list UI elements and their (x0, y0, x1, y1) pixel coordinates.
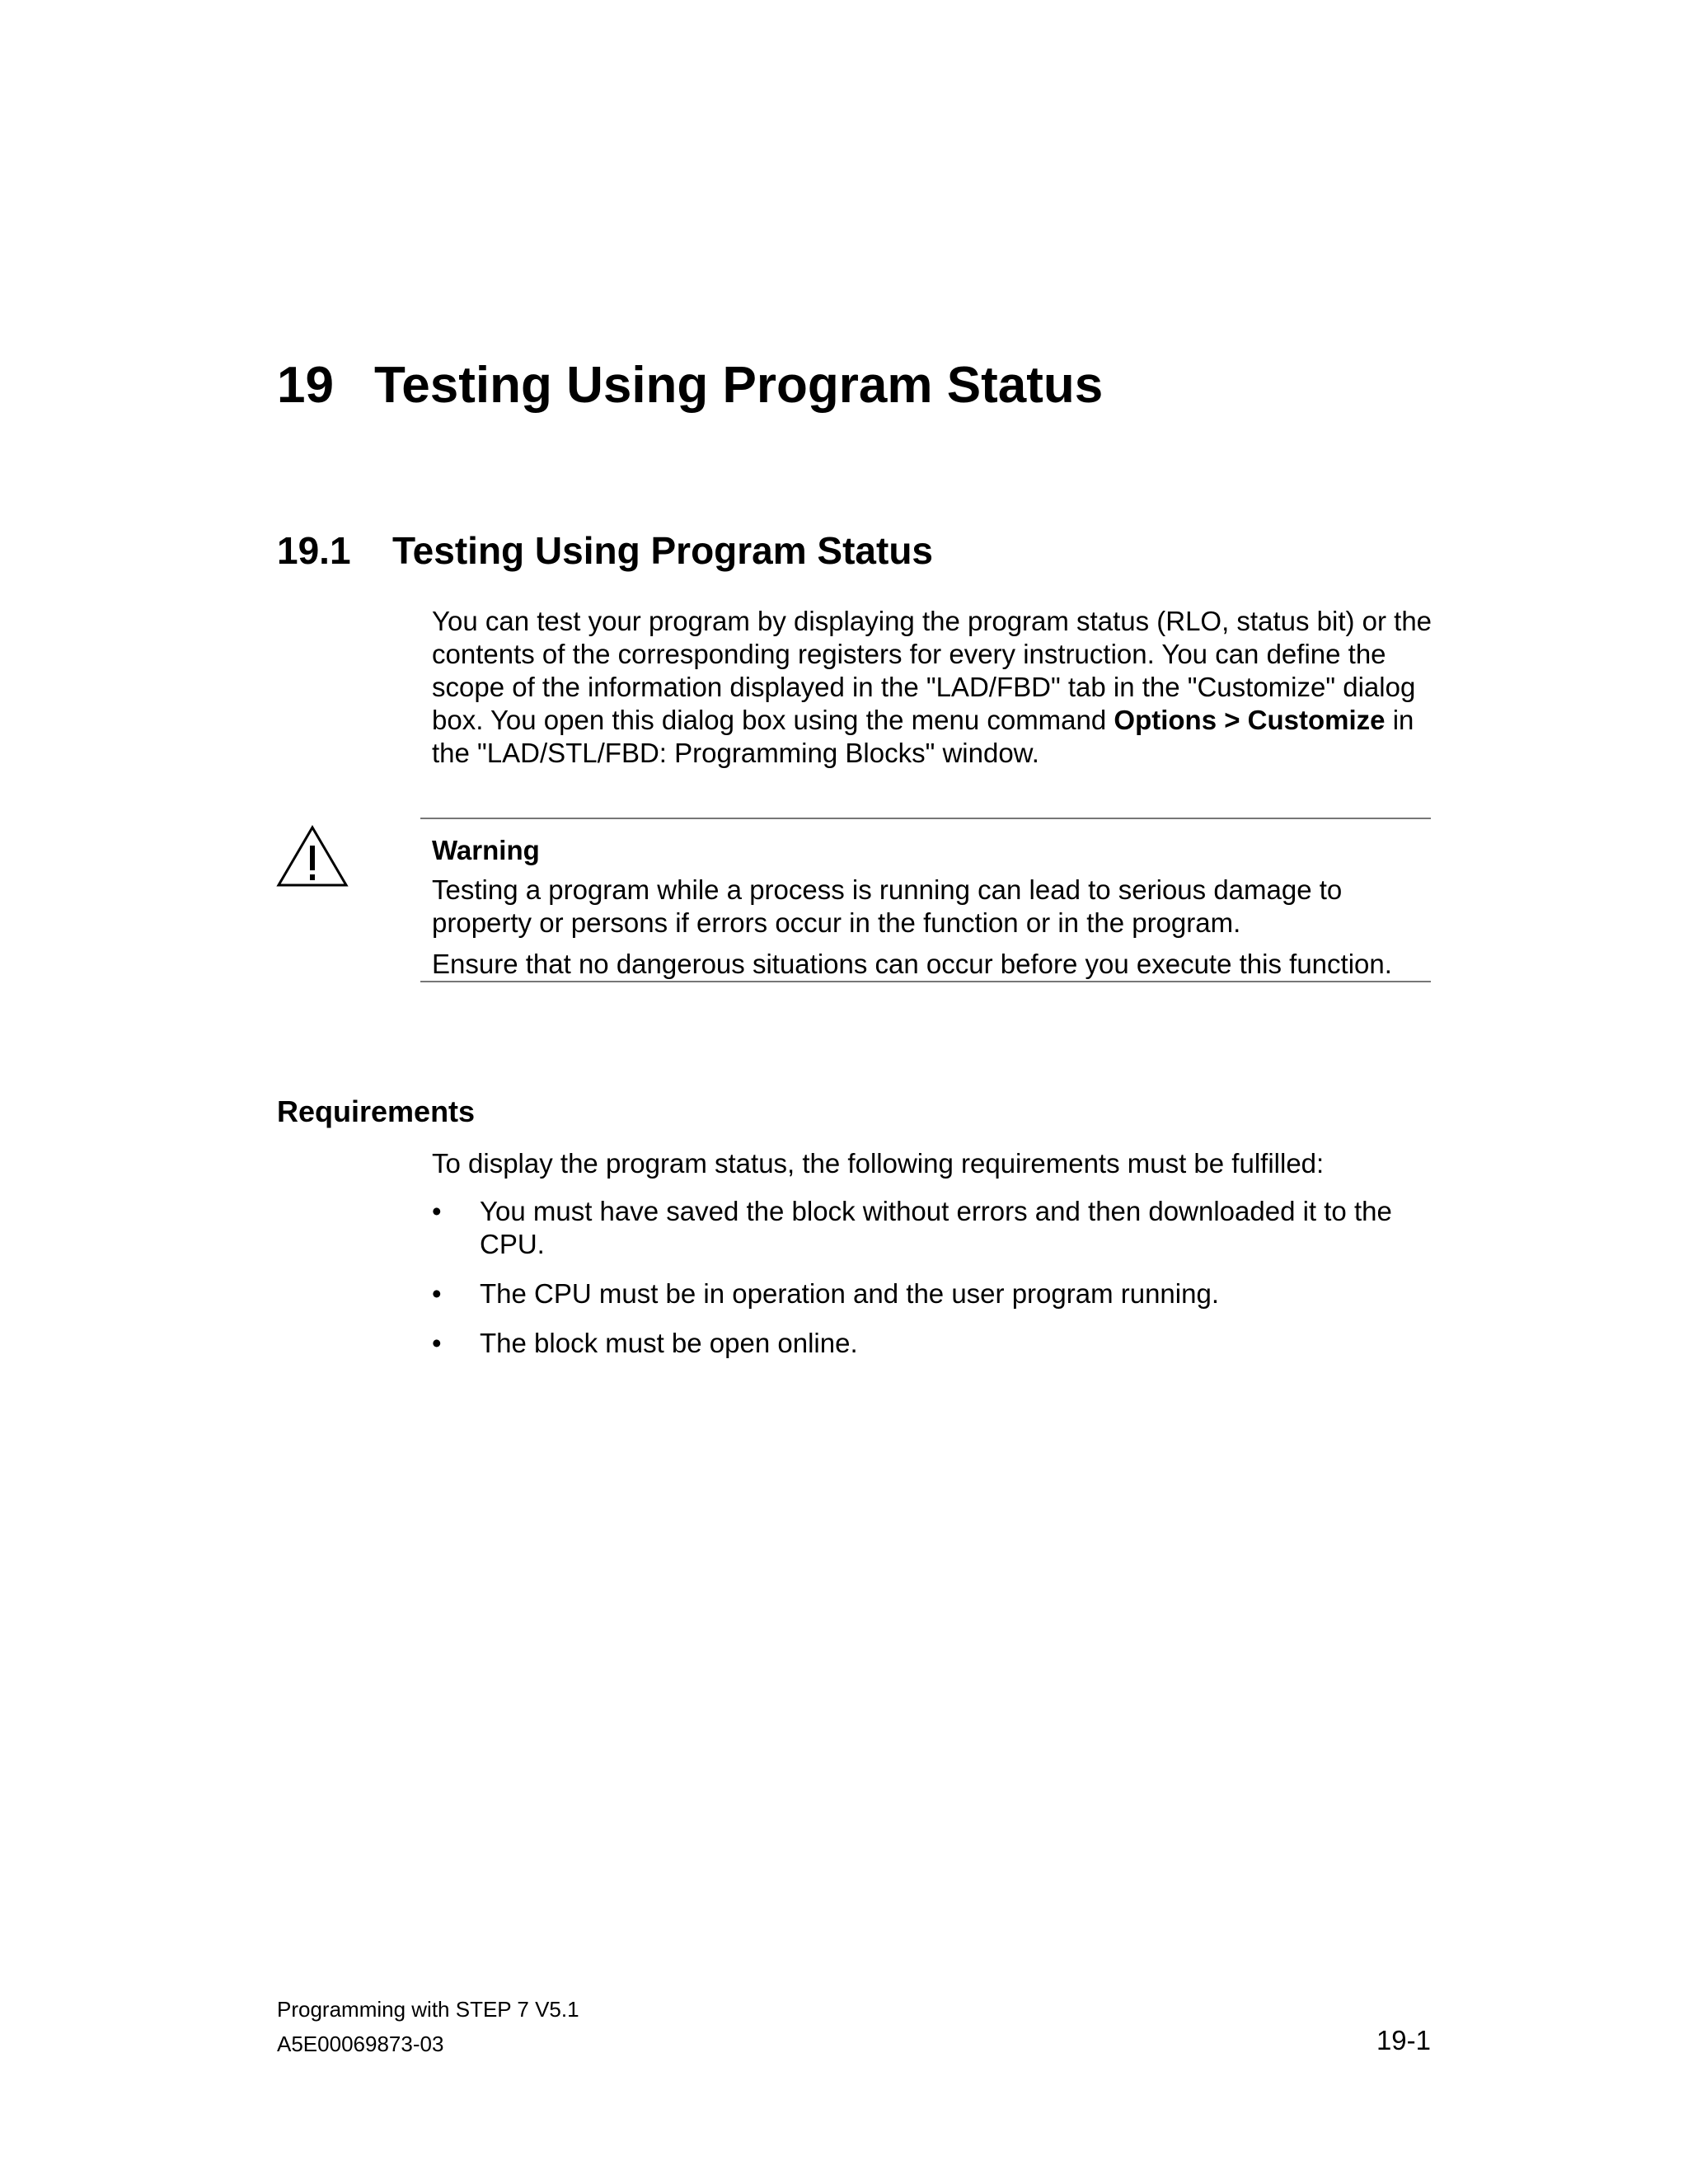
bullet-icon: • (432, 1278, 442, 1309)
page-number: 19-1 (1376, 2025, 1431, 2055)
footer-document-title: Programming with STEP 7 V5.1 (277, 1997, 579, 2022)
requirements-intro: To display the program status, the following requirements must be fulfilled: (432, 1148, 1325, 1179)
footer-document-id: A5E00069873-03 (277, 2032, 444, 2056)
section-number: 19.1 (277, 529, 351, 572)
intro-paragraph (432, 605, 1437, 770)
chapter-title: Testing Using Program Status (374, 357, 1104, 414)
list-item-text: You must have saved the block without errors and then downloaded it to the CPU. (480, 1196, 1392, 1259)
bullet-icon: • (432, 1196, 442, 1226)
warning-top-rule (420, 818, 1431, 819)
intro-text-after: in the "LAD/STL/FBD: Programming Blocks" window. (432, 705, 1414, 768)
warning-instruction: Ensure that no dangerous situations can occur before you execute this function. (432, 949, 1392, 979)
list-item-text: The block must be open online. (480, 1328, 858, 1358)
list-item-text: The CPU must be in operation and the user program running. (480, 1278, 1219, 1309)
chapter-number: 19 (277, 357, 334, 414)
warning-title: Warning (432, 835, 540, 865)
warning-bottom-rule (420, 981, 1431, 982)
requirements-heading: Requirements (277, 1094, 476, 1128)
requirements-list (432, 1195, 1437, 1376)
warning-text: Testing a program while a process is running can lead to serious damage to property or persons if errors occur in the function or in the program. (432, 874, 1343, 938)
section-title: Testing Using Program Status (392, 529, 934, 572)
warning-triangle-icon (275, 824, 349, 890)
menu-command: Options > Customize (1114, 705, 1386, 735)
list-item (432, 1195, 1437, 1261)
intro-text-before: You can test your program by displaying the program status (RLO, status bit) or the contents of the corresponding registers for every instruction. You can define the scope of the information displayed in the "LAD/FBD" tab in the "Customize" dialog box. You open this dialog box using the menu command (432, 606, 1432, 735)
list-item (432, 1327, 1437, 1360)
bullet-icon: • (432, 1328, 442, 1358)
list-item (432, 1277, 1437, 1310)
